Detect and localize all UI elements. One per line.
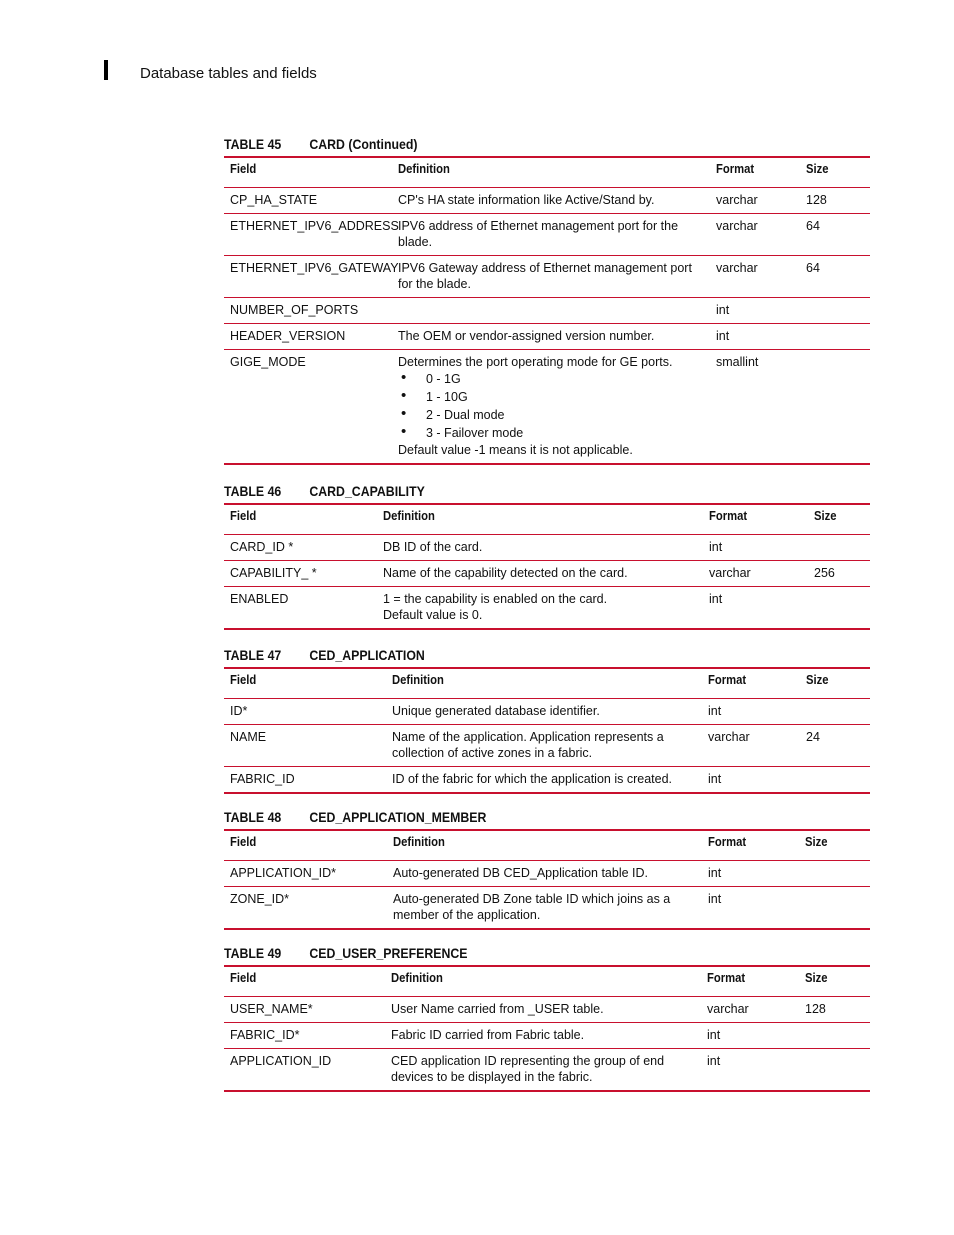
cell-field: ID*	[230, 704, 248, 718]
table-name: CED_APPLICATION	[309, 647, 425, 663]
cell-format: int	[707, 1054, 721, 1068]
cell-size	[800, 298, 870, 324]
cell-field: USER_NAME*	[230, 1002, 313, 1016]
cell-size	[800, 699, 870, 725]
table-row	[224, 997, 870, 1023]
table-number: TABLE 49	[224, 945, 282, 961]
cell-format: varchar	[707, 1002, 749, 1016]
cell-definition: The OEM or vendor-assigned version number.	[398, 329, 655, 343]
column-header: Definition	[393, 835, 445, 849]
table-number: TABLE 46	[224, 483, 282, 499]
cell-format: smallint	[716, 355, 759, 369]
table-header-row	[224, 966, 870, 997]
table-row	[224, 1023, 870, 1049]
table-row	[224, 887, 870, 930]
cell-format: varchar	[716, 193, 758, 207]
cell-definition	[392, 298, 710, 324]
cell-field: ENABLED	[230, 592, 289, 606]
cell-definition: IPV6 Gateway address of Ethernet management port for the blade.	[398, 261, 692, 291]
cell-size	[808, 535, 870, 561]
table-header-row	[224, 157, 870, 188]
table-name: CED_APPLICATION_MEMBER	[309, 809, 487, 825]
definition-note: Default value is 0.	[383, 608, 483, 622]
cell-field: CP_HA_STATE	[230, 193, 318, 207]
column-header: Size	[806, 162, 829, 176]
cell-format: int	[708, 772, 722, 786]
cell-size: 24	[806, 730, 820, 744]
data-table	[224, 667, 870, 794]
column-header: Format	[708, 673, 747, 687]
cell-field: ZONE_ID*	[230, 892, 290, 906]
cell-format: int	[707, 1028, 721, 1042]
table-row	[224, 767, 870, 794]
column-header: Field	[230, 162, 257, 176]
column-header: Field	[230, 509, 257, 523]
table-row	[224, 214, 870, 256]
table-row	[224, 861, 870, 887]
cell-field: ETHERNET_IPV6_ADDRESS	[230, 219, 399, 233]
cell-definition: ID of the fabric for which the application is created.	[392, 772, 673, 786]
column-header: Format	[716, 162, 755, 176]
cell-format: int	[708, 866, 722, 880]
cell-format: varchar	[716, 219, 758, 233]
table-name: CARD (Continued)	[309, 136, 418, 152]
bullet-item: • 0 - 1G	[398, 370, 704, 388]
cell-definition: Fabric ID carried from Fabric table.	[391, 1028, 585, 1042]
definition-note: Default value -1 means it is not applicable.	[398, 443, 633, 457]
column-header: Field	[230, 673, 257, 687]
cell-field: FABRIC_ID	[230, 772, 295, 786]
cell-field: APPLICATION_ID*	[230, 866, 337, 880]
cell-field: ETHERNET_IPV6_GATEWAY	[230, 261, 399, 275]
cell-size	[800, 767, 870, 794]
bullet-item: • 3 - Failover mode	[398, 424, 704, 442]
column-header: Size	[805, 971, 828, 985]
column-header: Size	[805, 835, 828, 849]
table-ced-application-member	[224, 809, 870, 930]
table-caption	[224, 809, 792, 829]
column-header: Definition	[383, 509, 435, 523]
cell-format: int	[708, 704, 722, 718]
table-number: TABLE 48	[224, 809, 282, 825]
data-table	[224, 503, 870, 630]
definition-text: 1 = the capability is enabled on the card.	[383, 592, 608, 606]
column-header: Format	[709, 509, 748, 523]
cell-field: CARD_ID *	[230, 540, 294, 554]
cell-format: varchar	[716, 261, 758, 275]
cell-size	[799, 1049, 870, 1092]
table-ced-application	[224, 647, 870, 794]
column-header: Definition	[392, 673, 444, 687]
table-row	[224, 324, 870, 350]
table-row	[224, 298, 870, 324]
cell-size	[800, 324, 870, 350]
cell-size: 128	[806, 193, 827, 207]
table-card-capability	[224, 483, 870, 630]
table-header-row	[224, 830, 870, 861]
cell-definition	[377, 587, 703, 630]
column-header: Size	[806, 673, 829, 687]
cell-definition: IPV6 address of Ethernet management port for the blade.	[398, 219, 679, 249]
cell-size	[799, 1023, 870, 1049]
table-card-continued	[224, 136, 870, 465]
cell-definition: CP's HA state information like Active/Stand by.	[398, 193, 655, 207]
cell-definition: DB ID of the card.	[383, 540, 483, 554]
page-header-title: Database tables and fields	[140, 65, 317, 82]
table-row	[224, 587, 870, 630]
cell-definition: Name of the capability detected on the card.	[383, 566, 628, 580]
cell-definition: Name of the application. Application represents a collection of active zones in a fabric.	[392, 730, 664, 760]
cell-format: varchar	[708, 730, 750, 744]
cell-format: int	[709, 592, 723, 606]
column-header: Format	[708, 835, 747, 849]
cell-definition: Unique generated database identifier.	[392, 704, 600, 718]
data-table	[224, 829, 870, 930]
column-header: Size	[814, 509, 837, 523]
cell-field: HEADER_VERSION	[230, 329, 346, 343]
column-header: Definition	[391, 971, 443, 985]
bullet-item: • 1 - 10G	[398, 388, 704, 406]
cell-format: int	[708, 892, 722, 906]
table-row	[224, 256, 870, 298]
table-number: TABLE 47	[224, 647, 282, 663]
table-row	[224, 535, 870, 561]
cell-field: NAME	[230, 730, 267, 744]
cell-size: 256	[814, 566, 835, 580]
table-name: CARD_CAPABILITY	[309, 483, 425, 499]
cell-field: FABRIC_ID*	[230, 1028, 300, 1042]
table-row	[224, 561, 870, 587]
table-caption	[224, 483, 792, 503]
cell-definition: User Name carried from _USER table.	[391, 1002, 604, 1016]
cell-format: int	[716, 303, 730, 317]
cell-size	[800, 350, 870, 465]
table-row	[224, 188, 870, 214]
cell-field: APPLICATION_ID	[230, 1054, 332, 1068]
column-header: Format	[707, 971, 746, 985]
cell-size: 64	[806, 261, 820, 275]
table-ced-user-preference	[224, 945, 870, 1092]
table-number: TABLE 45	[224, 136, 282, 152]
cell-definition: Auto-generated DB Zone table ID which joins as a member of the application.	[393, 892, 671, 922]
table-row	[224, 350, 870, 465]
table-row	[224, 699, 870, 725]
cell-field: GIGE_MODE	[230, 355, 306, 369]
table-caption	[224, 945, 792, 965]
cell-field: NUMBER_OF_PORTS	[230, 303, 359, 317]
data-table	[224, 965, 870, 1092]
table-row	[224, 725, 870, 767]
bullet-list	[398, 370, 704, 442]
table-row	[224, 1049, 870, 1092]
table-name: CED_USER_PREFERENCE	[309, 945, 468, 961]
header-bar	[104, 60, 108, 80]
cell-size	[808, 587, 870, 630]
cell-definition	[392, 350, 710, 465]
cell-size	[799, 887, 870, 930]
cell-format: varchar	[709, 566, 751, 580]
cell-definition: CED application ID representing the group of end devices to be displayed in the fabric.	[391, 1054, 665, 1084]
column-header: Field	[230, 971, 257, 985]
cell-format: int	[716, 329, 730, 343]
cell-format: int	[709, 540, 723, 554]
column-header: Definition	[398, 162, 450, 176]
data-table	[224, 156, 870, 465]
cell-size: 128	[805, 1002, 826, 1016]
cell-size: 64	[806, 219, 820, 233]
bullet-item: • 2 - Dual mode	[398, 406, 704, 424]
definition-text: Determines the port operating mode for GE ports.	[398, 355, 673, 369]
table-caption	[224, 647, 792, 667]
table-header-row	[224, 504, 870, 535]
cell-size	[799, 861, 870, 887]
table-header-row	[224, 668, 870, 699]
column-header: Field	[230, 835, 257, 849]
table-caption	[224, 136, 792, 156]
cell-definition: Auto-generated DB CED_Application table ID.	[393, 866, 649, 880]
cell-field: CAPABILITY_ *	[230, 566, 317, 580]
